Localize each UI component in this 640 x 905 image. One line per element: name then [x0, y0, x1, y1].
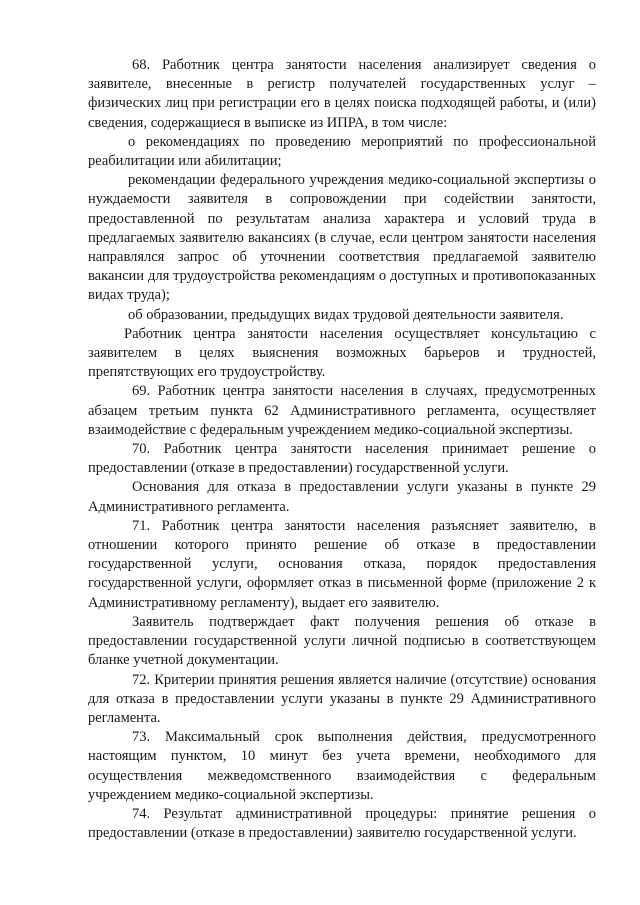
- paragraph-69: 69. Работник центра занятости населения в случаях, предусмотренных абзацем третьим пункта 62 Административного регламента, осуществляет взаимодействие с федеральным учреждением медико-социальной экспертизы.: [88, 383, 596, 438]
- document-page: [88, 56, 596, 843]
- paragraph-74: 74. Результат административной процедуры: принятие решения о предоставлении (отказе в предоставлении) заявителю государственной услуги.: [88, 805, 596, 842]
- paragraph-71: 71. Работник центра занятости населения разъясняет заявителю, в отношении которого принято решение об отказе в предоставлении государственной услуги, основания отказа, порядок предоставления государственной услуги, оформляет отказ в письменной форме (приложение 2 к Административному регламенту), выдает его заявителю.: [88, 517, 596, 611]
- paragraph-68-consultation: Работник центра занятости населения осуществляет консультацию с заявителем в целях выяснения возможных барьеров и трудностей, препятствующих его трудоустройству.: [88, 325, 596, 381]
- paragraph-72: 72. Критерии принятия решения является наличие (отсутствие) основания для отказа в предоставлении услуги указаны в пункте 29 Административного регламента.: [88, 671, 596, 726]
- paragraph-68-item-education: об образовании, предыдущих видах трудовой деятельности заявителя.: [128, 306, 564, 323]
- paragraph-73: 73. Максимальный срок выполнения действия, предусмотренного настоящим пунктом, 10 минут без учета времени, необходимого для осуществления межведомственного взаимодействия с федеральным учреждением медико-социальной экспертизы.: [88, 729, 596, 803]
- paragraph-68-item-rehab: о рекомендациях по проведению мероприятий по профессиональной реабилитации или абилитации;: [88, 133, 596, 170]
- paragraph-70-grounds: Основания для отказа в предоставлении услуги указаны в пункте 29 Административного регламента.: [88, 479, 596, 515]
- paragraph-70: 70. Работник центра занятости населения принимает решение о предоставлении (отказе в предоставлении) государственной услуги.: [88, 441, 596, 477]
- paragraph-68: 68. Работник центра занятости населения анализирует сведения о заявителе, внесенные в регистр получателей государственных услуг – физических лиц при регистрации его в целях поиска подходящей работы, и (или) сведения, содержащиеся в выписке из ИПРА, в том числе:: [88, 57, 596, 131]
- paragraph-71-confirmation: Заявитель подтверждает факт получения решения об отказе в предоставлении государственной услуги личной подписью в соответствующем бланке учетной документации.: [88, 613, 596, 669]
- paragraph-68-item-recommendations: рекомендации федерального учреждения медико-социальной экспертизы о нуждаемости заявителя в сопровождении при содействии занятости, предоставленной по результатам анализа характера и условий труда в предлагаемых заявителю вакансиях (в случае, если центром занятости населения направлялся запрос об уточнении соответствия предлагаемой заявителю вакансии для трудоустройства рекомендациям о доступных и противопоказанных видах труда);: [88, 172, 596, 304]
